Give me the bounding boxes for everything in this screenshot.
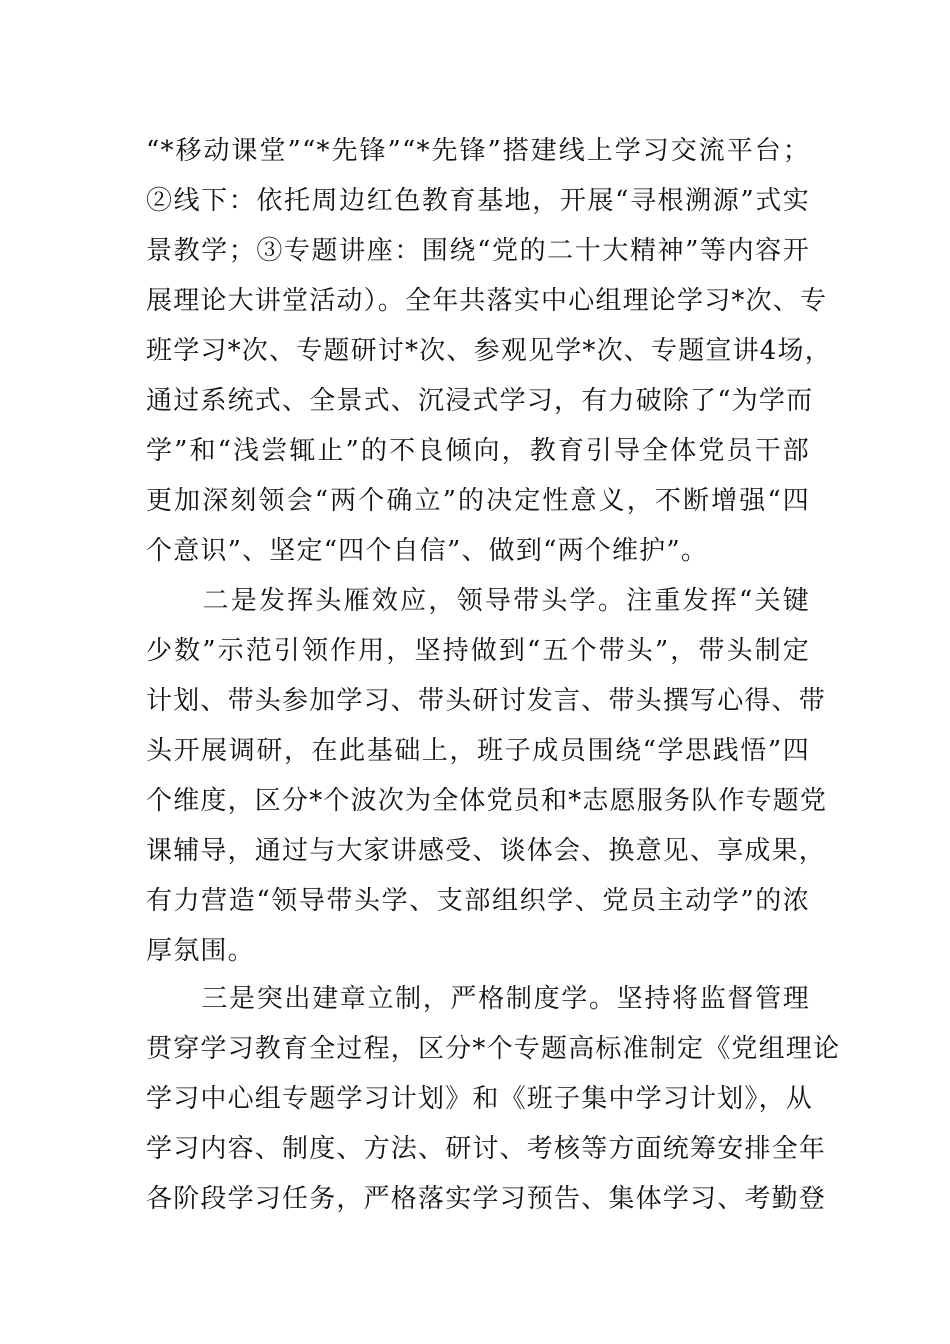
text-line: 有力营造“领导带头学、支部组织学、党员主动学”的浓: [146, 886, 810, 916]
text-line: 三是突出建章立制，严格制度学。坚持将监督管理: [146, 984, 810, 1014]
text-line: 学”和“浅尝辄止”的不良倾向，教育引导全体党员干部: [146, 436, 810, 466]
text-line: 厚氛围。: [146, 936, 255, 966]
text-line: 二是发挥头雁效应，领导带头学。注重发挥“关键: [146, 586, 810, 616]
paragraph-2: [146, 576, 828, 976]
text-line: 更加深刻领会“两个确立”的决定性意义，不断增强“四: [146, 486, 810, 516]
text-line: 个维度，区分*个波次为全体党员和*志愿服务队作专题党: [146, 786, 828, 816]
text-line: 计划、带头参加学习、带头研讨发言、带头撰写心得、带: [146, 686, 827, 716]
text-line: 少数”示范引领作用，坚持做到“五个带头”，带头制定: [146, 636, 810, 666]
text-line: 课辅导，通过与大家讲感受、谈体会、换意见、享成果，: [146, 836, 827, 866]
text-line: 学习内容、制度、方法、研讨、考核等方面统筹安排全年: [146, 1134, 827, 1164]
text-line: 个意识”、坚定“四个自信”、做到“两个维护”。: [146, 536, 709, 566]
text-line: 学习中心组专题学习计划》和《班子集中学习计划》，从: [146, 1084, 814, 1114]
text-line: 班学习*次、专题研讨*次、参观见学*次、专题宣讲4场，: [146, 336, 832, 366]
text-line: 展理论大讲堂活动）。全年共落实中心组理论学习*次、专: [146, 286, 828, 316]
paragraph-1: [146, 126, 832, 576]
text-line: 各阶段学习任务，严格落实学习预告、集体学习、考勤登: [146, 1184, 827, 1214]
text-line: 通过系统式、全景式、沉浸式学习，有力破除了“为学而: [146, 386, 814, 416]
text-line: ②线下：依托周边红色教育基地，开展“寻根溯源”式实: [146, 186, 810, 216]
paragraph-3: [146, 974, 841, 1224]
text-line: 景教学；③专题讲座：围绕“党的二十大精神”等内容开: [146, 236, 810, 266]
text-line: “*移动课堂”“*先锋”“*先锋”搭建线上学习交流平台；: [146, 136, 810, 166]
text-line: 贯穿学习教育全过程，区分*个专题高标准制定《党组理论: [146, 1034, 841, 1064]
text-line: 头开展调研，在此基础上，班子成员围绕“学思践悟”四: [146, 736, 810, 766]
